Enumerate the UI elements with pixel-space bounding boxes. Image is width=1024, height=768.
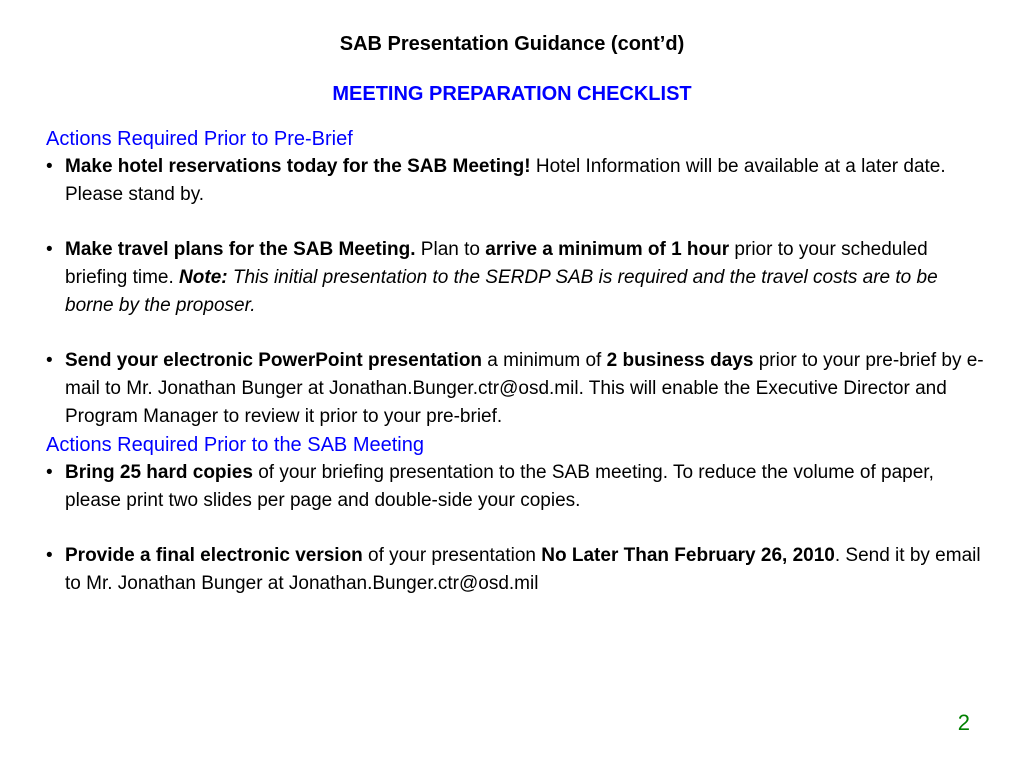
bullet-hotel-reservations	[46, 153, 986, 209]
bullet-bold-text: Make travel plans for the SAB Meeting.	[65, 239, 416, 260]
slide-body	[46, 125, 986, 598]
bullet-bold-text: Make hotel reservations today for the SAB Meeting!	[65, 156, 531, 177]
bullet-marker: •	[46, 156, 53, 177]
bullet-bold-text: Bring 25 hard copies	[65, 462, 253, 483]
bullet-send-presentation	[46, 347, 986, 431]
bullet-hard-copies	[46, 459, 986, 515]
bullet-marker: •	[46, 545, 53, 566]
bullet-travel-plans	[46, 236, 986, 320]
section-heading: Actions Required Prior to Pre-Brief	[46, 128, 353, 150]
bullet-text: a minimum of	[482, 350, 607, 371]
bullet-text: of your presentation	[362, 545, 542, 566]
bullet-bold-text: No Later Than February 26, 2010	[541, 545, 835, 566]
note-text: This initial presentation to the SERDP SAB is required and the travel costs are to be borne by the proposer.	[65, 267, 938, 316]
bullet-final-version	[46, 542, 986, 598]
slide-title: SAB Presentation Guidance (cont’d)	[339, 33, 685, 55]
bullet-marker: •	[46, 239, 53, 260]
note-label: Note:	[179, 267, 228, 288]
bullet-bold-text: Provide a final electronic version	[65, 545, 363, 566]
bullet-text: . Send it by email to Mr. Jonathan Bunger at Jonathan.Bunger.ctr@osd.mil	[65, 545, 981, 594]
section-heading: Actions Required Prior to the SAB Meeting	[46, 434, 424, 456]
bullet-text: Hotel Information will be available at a later date. Please stand by.	[65, 156, 946, 205]
bullet-text: Plan to	[415, 239, 486, 260]
bullet-marker: •	[46, 350, 53, 371]
section-pre-brief	[46, 125, 986, 431]
section-sab-meeting	[46, 431, 986, 598]
bullet-bold-text: Send your electronic PowerPoint presentation	[65, 350, 483, 371]
bullet-marker: •	[46, 462, 53, 483]
bullet-bold-text: 2 business days	[606, 350, 754, 371]
bullet-text: prior to your scheduled briefing time.	[65, 239, 928, 288]
checklist-heading: MEETING PREPARATION CHECKLIST	[332, 83, 692, 105]
page-number: 2	[957, 710, 970, 735]
bullet-text: prior to your pre-brief by e-mail to Mr. Jonathan Bunger at Jonathan.Bunger.ctr@osd.mil. This will enable the Executive Director and Program Manager to review it prior to your pre-brief.	[65, 350, 984, 427]
bullet-text: of your briefing presentation to the SAB meeting. To reduce the volume of paper, please print two slides per page and double-side your copies.	[65, 462, 934, 511]
bullet-bold-text: arrive a minimum of 1 hour	[485, 239, 730, 260]
